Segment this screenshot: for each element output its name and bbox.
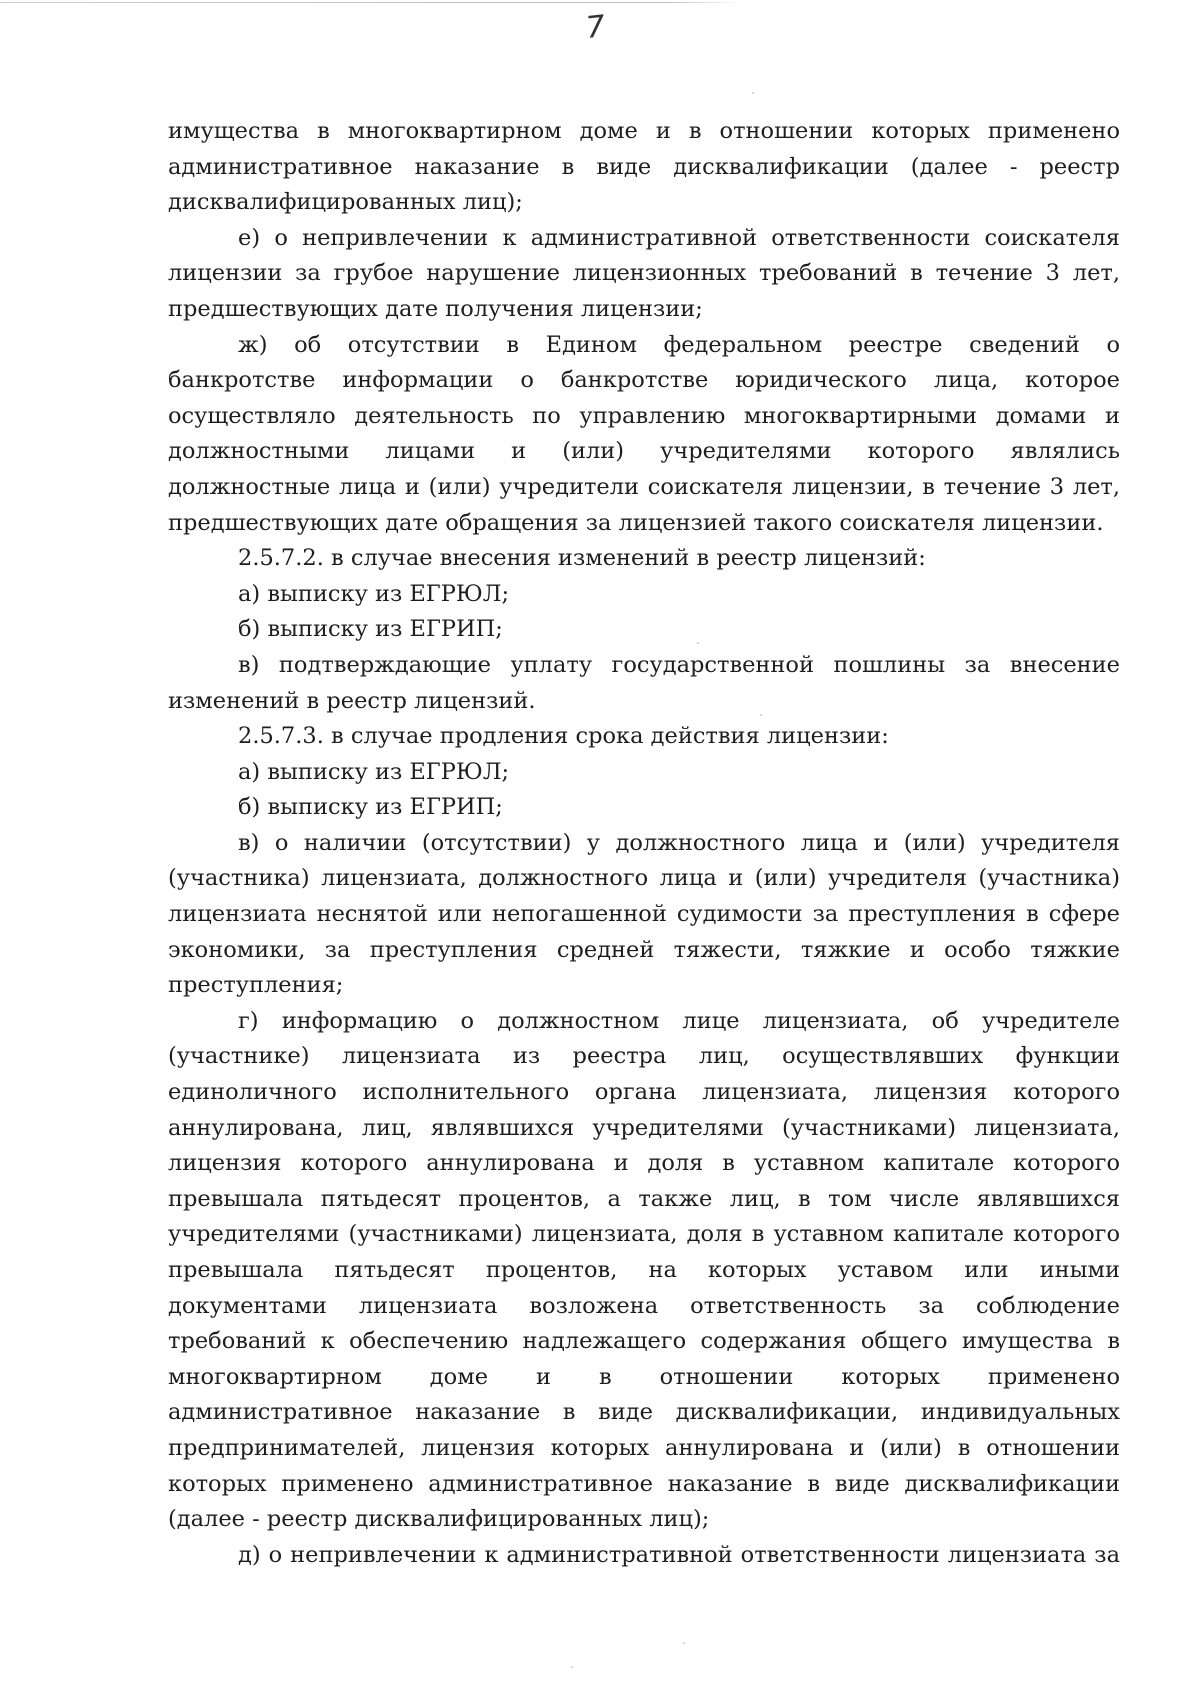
- text-line: административное наказание в виде дисквалификации (далее - реестр: [168, 153, 1120, 180]
- text-line: б) выписку из ЕГРИП;: [238, 616, 503, 643]
- text-line: лицензия которого аннулирована и доля в уставном капитале которого: [168, 1150, 1120, 1177]
- text-line: а) выписку из ЕГРЮЛ;: [238, 758, 510, 785]
- text-line: (далее - реестр дисквалифицированных лиц);: [168, 1506, 710, 1533]
- scan-speck: [697, 642, 699, 644]
- text-line: документами лицензиата возложена ответственность за соблюдение: [168, 1292, 1120, 1319]
- text-line: изменений в реестр лицензий.: [168, 687, 536, 714]
- text-line: (участника) лицензиата, должностного лица и (или) учредителя (участника): [168, 865, 1120, 892]
- text-line: ж) об отсутствии в Едином федеральном реестре сведений о: [238, 331, 1120, 358]
- text-line: единоличного исполнительного органа лицензиата, лицензия которого: [168, 1079, 1120, 1106]
- text-line: которых применено административное наказание в виде дисквалификации: [168, 1470, 1120, 1497]
- text-line: требований к обеспечению надлежащего содержания общего имущества в: [168, 1328, 1120, 1355]
- scan-edge-line: [0, 2, 1200, 3]
- text-line: экономики, за преступления средней тяжести, тяжкие и особо тяжкие: [168, 936, 1120, 963]
- text-line: осуществляло деятельность по управлению многоквартирными домами и: [168, 402, 1120, 429]
- text-line: аннулирована, лиц, являвшихся учредителями (участниками) лицензиата,: [168, 1114, 1120, 1141]
- text-line: административное наказание в виде дисквалификации, индивидуальных: [168, 1399, 1120, 1426]
- text-line: а) выписку из ЕГРЮЛ;: [238, 580, 510, 607]
- text-line: превышала пятьдесят процентов, а также лиц, в том числе являвшихся: [168, 1185, 1120, 1212]
- text-line: учредителями (участниками) лицензиата, доля в уставном капитале которого: [168, 1221, 1120, 1248]
- text-line: многоквартирном доме и в отношении которых применено: [168, 1363, 1120, 1390]
- text-line: предшествующих дате получения лицензии;: [168, 295, 703, 322]
- text-line: дисквалифицированных лиц);: [168, 189, 523, 216]
- text-line: в) подтверждающие уплату государственной пошлины за внесение: [238, 651, 1120, 678]
- text-line: должностными лицами и (или) учредителями которого являлись: [168, 438, 1120, 465]
- text-line: в) о наличии (отсутствии) у должностного лица и (или) учредителя: [238, 829, 1120, 856]
- text-line: 2.5.7.3. в случае продления срока действия лицензии:: [238, 723, 889, 750]
- text-line: предшествующих дате обращения за лицензией такого соискателя лицензии.: [168, 509, 1104, 536]
- scan-speck: [752, 92, 754, 94]
- text-line: г) информацию о должностном лице лицензиата, об учредителе: [238, 1007, 1120, 1034]
- scan-speck: [571, 1666, 573, 1668]
- text-line: лицензии за грубое нарушение лицензионных требований в течение 3 лет,: [168, 260, 1120, 287]
- text-line: предпринимателей, лицензия которых аннулирована и (или) в отношении: [168, 1434, 1120, 1461]
- text-line: 2.5.7.2. в случае внесения изменений в реестр лицензий:: [238, 545, 926, 572]
- text-line: (участнике) лицензиата из реестра лиц, осуществлявших функции: [168, 1043, 1120, 1070]
- text-line: преступления;: [168, 972, 344, 999]
- text-line: банкротстве информации о банкротстве юридического лица, которое: [168, 367, 1120, 394]
- scan-speck: [683, 1642, 685, 1644]
- page-number: 7: [584, 9, 607, 46]
- text-line: имущества в многоквартирном доме и в отношении которых применено: [168, 118, 1120, 144]
- text-line: д) о непривлечении к административной ответственности лицензиата за: [238, 1541, 1120, 1568]
- text-line: лицензиата неснятой или непогашенной судимости за преступления в сфере: [168, 901, 1120, 928]
- scan-speck: [760, 714, 762, 716]
- text-line: должностные лица и (или) учредители соискателя лицензии, в течение 3 лет,: [168, 473, 1120, 500]
- text-line: б) выписку из ЕГРИП;: [238, 794, 503, 821]
- text-line: превышала пятьдесят процентов, на которых уставом или иными: [168, 1257, 1120, 1283]
- document-body: [168, 114, 1120, 1573]
- text-line: е) о непривлечении к административной ответственности соискателя: [238, 224, 1120, 251]
